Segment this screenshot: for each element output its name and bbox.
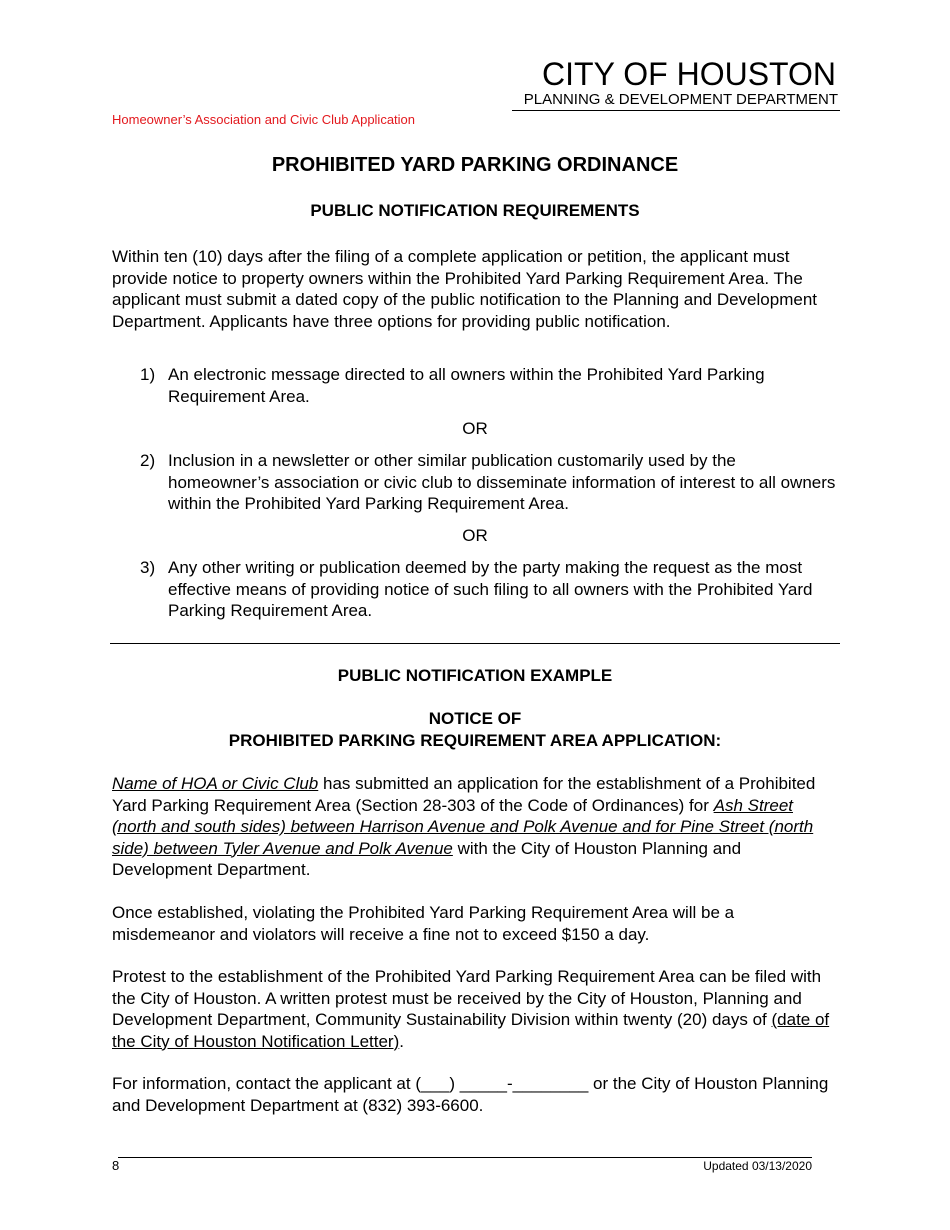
notice-paragraph-application	[112, 773, 840, 881]
document-subtitle: PUBLIC NOTIFICATION REQUIREMENTS	[310, 201, 640, 220]
section-divider	[110, 643, 840, 644]
header-divider	[512, 110, 840, 111]
application-label: Homeowner’s Association and Civic Club Application	[112, 112, 416, 127]
intro-paragraph: Within ten (10) days after the filing of a complete application or petition, the applicant must provide notice to property owners within the Prohibited Yard Parking Requirement Area. The applicant must submit a dated copy of the public notification to the Planning and Development Department. Applicants have three options for providing public notification.	[112, 247, 817, 331]
notice-text: has submitted an application for the establishment of a Prohibited Yard Parking Requirement Area (Section 28-303 of the Code of Ordinances) for	[112, 774, 816, 815]
notice-heading-line1: NOTICE OF	[428, 709, 522, 728]
notice-paragraph-protest	[112, 966, 840, 1052]
updated-date: Updated 03/13/2020	[703, 1159, 812, 1173]
notice-heading	[0, 708, 950, 752]
option-number: 2)	[140, 451, 156, 470]
notice-text: Protest to the establishment of the Prohibited Yard Parking Requirement Area can be filed with the City of Houston. A written protest must be received by the City of Houston, Planning and Development Department, Community Sustainability Division within twenty (20) days of	[112, 967, 822, 1029]
department-name: PLANNING & DEVELOPMENT DEPARTMENT	[523, 91, 838, 108]
hoa-name-placeholder: Name of HOA or Civic Club	[112, 774, 319, 793]
notice-paragraph-penalty: Once established, violating the Prohibited Yard Parking Requirement Area will be a misdemeanor and violators will receive a fine not to exceed $150 a day.	[112, 903, 735, 944]
notification-date-placeholder: (date of the City of Houston Notification Letter)	[112, 1010, 830, 1051]
or-divider: OR	[462, 526, 488, 545]
notice-paragraph-contact: For information, contact the applicant at (___) _____-________ or the City of Houston Planning and Development Department at (832) 393-6600.	[112, 1074, 829, 1115]
option-item	[140, 450, 840, 515]
city-name: CITY OF HOUSTON	[542, 56, 836, 92]
option-text: Any other writing or publication deemed by the party making the request as the most effective means of providing notice of such filing to all owners with the Prohibited Yard Parking Requirement Area.	[168, 558, 813, 620]
option-item	[140, 557, 840, 622]
or-divider: OR	[462, 419, 488, 438]
notice-text: .	[399, 1031, 404, 1051]
option-number: 3)	[140, 558, 156, 577]
document-title: PROHIBITED YARD PARKING ORDINANCE	[271, 154, 679, 176]
notice-text: with the City of Houston Planning and Development Department.	[112, 838, 742, 879]
option-text: Inclusion in a newsletter or other similar publication customarily used by the homeowner’s association or civic club to disseminate information of interest to all owners within the Prohibited Yard Parking Requirement Area.	[168, 451, 836, 513]
page-number: 8	[112, 1158, 120, 1173]
example-section-title: PUBLIC NOTIFICATION EXAMPLE	[337, 666, 613, 685]
street-description-placeholder: Ash Street (north and south sides) between Harrison Avenue and Polk Avenue and for Pine Street (north side) between Tyler Avenue and Polk Avenue	[112, 795, 814, 858]
option-item	[140, 364, 840, 407]
option-text: An electronic message directed to all owners within the Prohibited Yard Parking Requirement Area.	[168, 365, 765, 406]
notice-heading-line2: PROHIBITED PARKING REQUIREMENT AREA APPLICATION:	[228, 731, 722, 750]
option-number: 1)	[140, 365, 156, 384]
footer-divider	[118, 1157, 812, 1158]
